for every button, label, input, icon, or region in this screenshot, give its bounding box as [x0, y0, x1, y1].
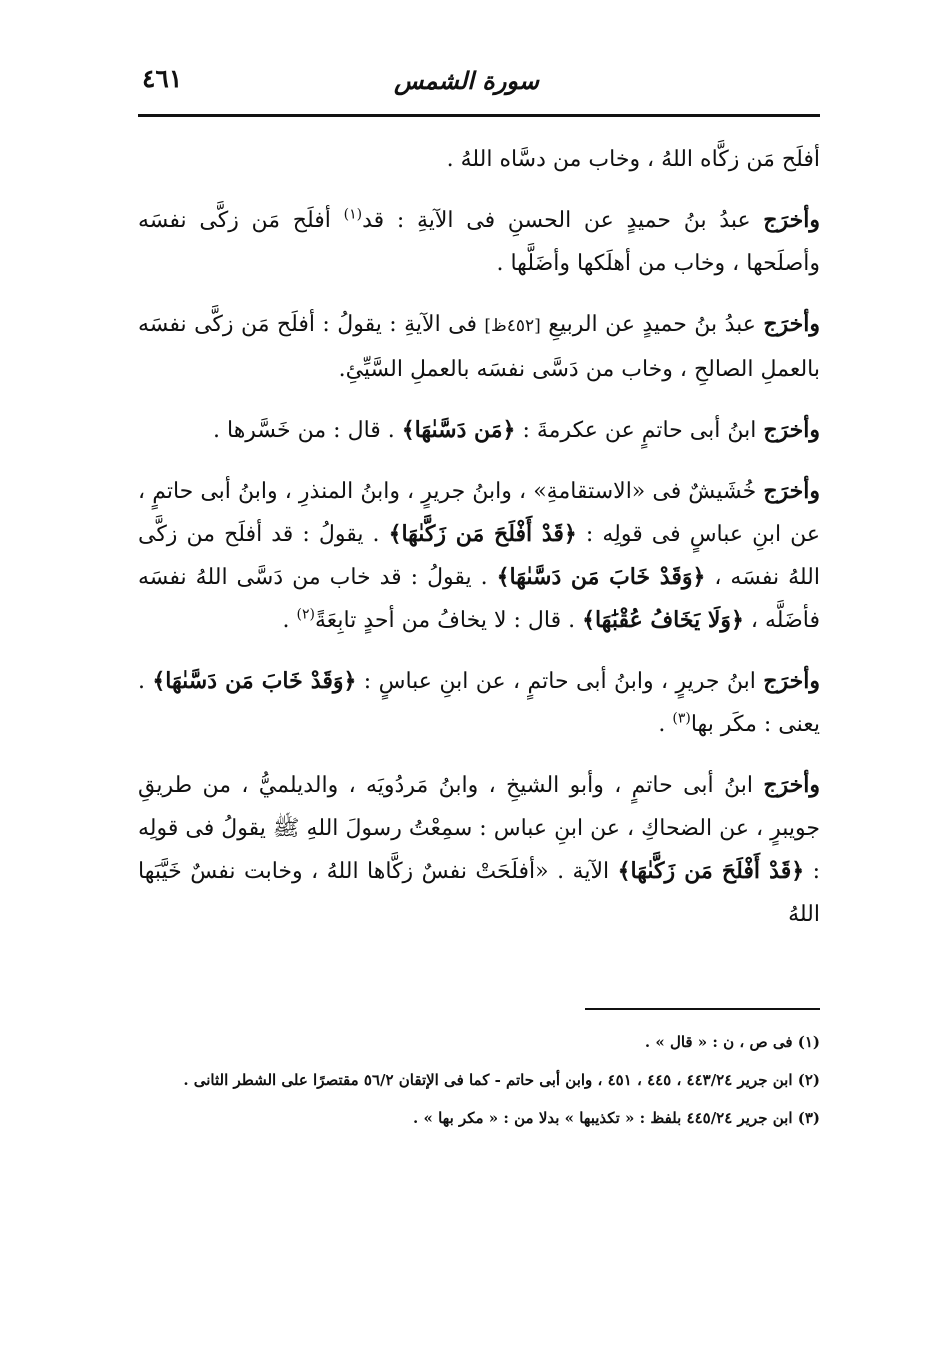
footnotes — [138, 1026, 820, 1140]
running-title: سورة الشمس — [394, 66, 539, 95]
paragraph-lead: وأخرَج — [763, 478, 820, 504]
paragraph-text: خُشَيشٌ فى «الاستقامةِ» ، وابنُ جريرٍ ، وابنُ المنذرِ ، وابنُ أبى حاتمٍ ، عن ابنِ عباسٍ فى قولِه : — [138, 479, 820, 547]
paragraph-6 — [138, 660, 820, 746]
paragraph-lead: وأخرَج — [763, 207, 820, 233]
header-rule — [138, 114, 820, 117]
paragraph-text: ابنُ جريرٍ ، وابنُ أبى حاتمٍ ، عن ابنِ عباسٍ : — [356, 669, 764, 694]
main-text — [138, 138, 820, 954]
footnote-ref-1: (١) — [343, 206, 363, 223]
manuscript-folio-ref: [٤٥٢ظ] — [484, 316, 541, 336]
paragraph-text: أفلَح مَن زكَّاه اللهُ ، وخاب من دسَّاه اللهُ . — [446, 147, 820, 172]
quran-quote: ﴿وَقَدْ خَابَ مَن دَسَّىٰهَا﴾ — [496, 564, 706, 590]
quran-quote: ﴿وَلَا يَخَافُ عُقْبَٰهَا﴾ — [582, 607, 744, 633]
paragraph-text: . — [658, 712, 673, 737]
paragraph-text: . يعنى : مكَر بها — [138, 669, 820, 737]
paragraph-text: عبدُ بنُ حميدٍ عن الربيعِ — [540, 312, 764, 337]
footnote-1: (١) فى ص ، ن : « قال » . — [644, 1033, 820, 1051]
paragraph-4 — [138, 409, 820, 452]
footnote-rule — [585, 1008, 820, 1010]
paragraph-2 — [138, 199, 820, 285]
paragraph-text: . قال : لا يخافُ من أحدٍ تابِعَةً — [314, 608, 583, 633]
quran-quote: ﴿قَدْ أَفْلَحَ مَن زَكَّىٰهَا﴾ — [388, 521, 577, 547]
footnote-2: (٢) ابن جرير ٤٤٣/٢٤ ، ٤٤٥ ، ٤٥١ ، وابن أبى حاتم - كما فى الإتقان ٥٦/٢ مقتصرًا على الشطر الثانى . — [183, 1071, 820, 1089]
paragraph-lead: وأخرَج — [763, 311, 821, 337]
paragraph-text: . قال : من خَسَّرها . — [213, 418, 402, 443]
paragraph-text: فى الآيةِ : يقولُ : أفلَح مَن زكَّى نفسَه بالعملِ الصالحِ ، وخاب من دَسَّى نفسَه بالعملِ السَّيِّئِ. — [138, 312, 820, 382]
paragraph-text: ابنُ أبى حاتمٍ ، وأبو الشيخِ ، وابنُ مَردُويَه ، والديلميُّ ، من طريقِ جويبرٍ ، عن الضحاكِ ، عن ابنِ عباس : سمِعْتُ رسولَ اللهِ ﷺ يقولُ فى قولِه : — [138, 773, 820, 884]
paragraph-7 — [138, 764, 820, 936]
footnote-ref-2: (٢) — [296, 606, 315, 623]
quran-quote: ﴿مَن دَسَّىٰهَا﴾ — [401, 417, 516, 443]
paragraph-text: الآية . «أفلَحَتْ نفسٌ زكَّاها اللهُ ، وخابت نفسٌ خَيَّبَها اللهُ — [138, 859, 820, 927]
paragraph-lead: وأخرَج — [763, 668, 820, 694]
paragraph-lead: وأخرَج — [763, 772, 820, 798]
paragraph-1 — [138, 138, 820, 181]
quran-quote: ﴿وَقَدْ خَابَ مَن دَسَّىٰهَا﴾ — [152, 668, 357, 694]
paragraph-text: . يقولُ : قد خاب من دَسَّى اللهُ نفسَه فأضَلَّه ، — [138, 565, 820, 633]
page-number: ٤٦١ — [142, 64, 183, 93]
paragraph-5 — [138, 470, 820, 642]
paragraph-text: عبدُ بنُ حميدٍ عن الحسنِ فى الآيةِ : قد — [362, 208, 764, 233]
paragraph-text: . يقولُ : قد أفلَح من زكَّى اللهُ نفسَه ، — [138, 522, 820, 590]
paragraph-3 — [138, 303, 820, 391]
footnote-ref-3: (٣) — [672, 710, 691, 727]
paragraph-text: . — [282, 608, 297, 633]
paragraph-lead: وأخرَج — [763, 417, 820, 443]
quran-quote: ﴿قَدْ أَفْلَحَ مَن زَكَّىٰهَا﴾ — [617, 858, 805, 884]
footnote-3: (٣) ابن جرير ٤٤٥/٢٤ بلفظ : « تكذيبها » بدلا من : « مكر بها » . — [413, 1109, 820, 1127]
paragraph-text: ابنُ أبى حاتمٍ عن عكرمةَ : — [515, 418, 764, 443]
paragraph-text: أفلَح مَن زكَّى نفسَه وأصلَحها ، وخاب من أهلَكها وأضَلَّها . — [138, 208, 820, 276]
